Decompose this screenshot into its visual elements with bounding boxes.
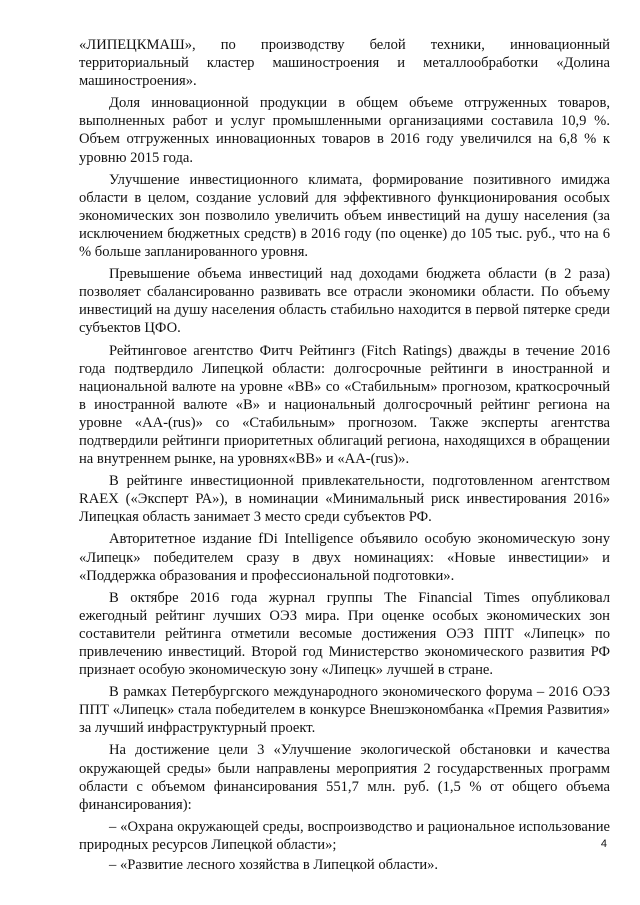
paragraph: Авторитетное издание fDi Intelligence объявило особую экономическую зону «Липецк» победителем сразу в двух номинациях: «Новые инвестиции» и «Поддержка образования и профессиональной подготовки». — [79, 531, 610, 584]
list-item: – «Охрана окружающей среды, воспроизводство и рациональное использование природных ресурсов Липецкой области»; — [79, 818, 610, 853]
list-item: – «Развитие лесного хозяйства в Липецкой области». — [109, 857, 439, 874]
body-text — [79, 36, 610, 876]
paragraph: «ЛИПЕЦКМАШ», по производству белой техники, инновационный территориальный кластер машиностроения и металлообработки «Долина машиностроения». — [79, 37, 610, 90]
page-number: 4 — [600, 838, 607, 850]
paragraph: Рейтинговое агентство Фитч Рейтингз (Fitch Ratings) дважды в течение 2016 года подтвердило Липецкой области: долгосрочные рейтинги в иностранной и национальной валюте на уровне «BB» со «Стабильным» прогнозом, краткосрочный в иностранной валюте «B» и национальный долгосрочный рейтинг региона на уровне «AA-(rus)» со «Стабильным» прогнозом. Также эксперты агентства подтвердили рейтинги приоритетных облигаций региона, находящихся в обращении на внутреннем рынке, на уровнях«BB» и «AA-(rus)». — [79, 342, 610, 468]
paragraph: На достижение цели 3 «Улучшение экологической обстановки и качества окружающей среды» были направлены мероприятия 2 государственных программ области с объемом финансирования 551,7 млн. руб. (1,5 % от общего объема финансирования): — [79, 742, 610, 813]
paragraph: Доля инновационной продукции в общем объеме отгруженных товаров, выполненных работ и услуг промышленными организациями составила 10,9 %. Объем отгруженных инновационных товаров в 2016 году увеличился на 6,8 % к уровню 2015 года. — [79, 95, 610, 166]
paragraph: Превышение объема инвестиций над доходами бюджета области (в 2 раза) позволяет сбалансированно развивать все отрасли экономики области. По объему инвестиций на душу населения область стабильно находится в первой пятерке среди субъектов ЦФО. — [79, 266, 610, 337]
paragraph: Улучшение инвестиционного климата, формирование позитивного имиджа области в целом, создание условий для эффективного функционирования особых экономических зон позволило увеличить объем инвестиций на душу населения (за исключением бюджетных средств) в 2016 году (по оценке) до 105 тыс. руб., что на 6 % больше запланированного уровня. — [79, 171, 610, 261]
paragraph: В рейтинге инвестиционной привлекательности, подготовленном агентством RAEX («Эксперт РА»), в номинации «Минимальный риск инвестирования 2016» Липецкая область занимает 3 место среди субъектов РФ. — [79, 473, 610, 526]
paragraph: В рамках Петербургского международного экономического форума – 2016 ОЭЗ ППТ «Липецк» стала победителем в конкурсе Внешэкономбанка «Премия Развития» за лучший инфраструктурный проект. — [79, 684, 610, 737]
paragraph: В октябре 2016 года журнал группы The Financial Times опубликовал ежегодный рейтинг лучших ОЭЗ мира. При оценке особых экономических зон составители рейтинга отметили весомые достижения ОЭЗ ППТ «Липецк» по привлечению инвестиций. Второй год Министерство экономического развития РФ признает особую экономическую зону «Липецк» лучшей в стране. — [79, 589, 610, 679]
